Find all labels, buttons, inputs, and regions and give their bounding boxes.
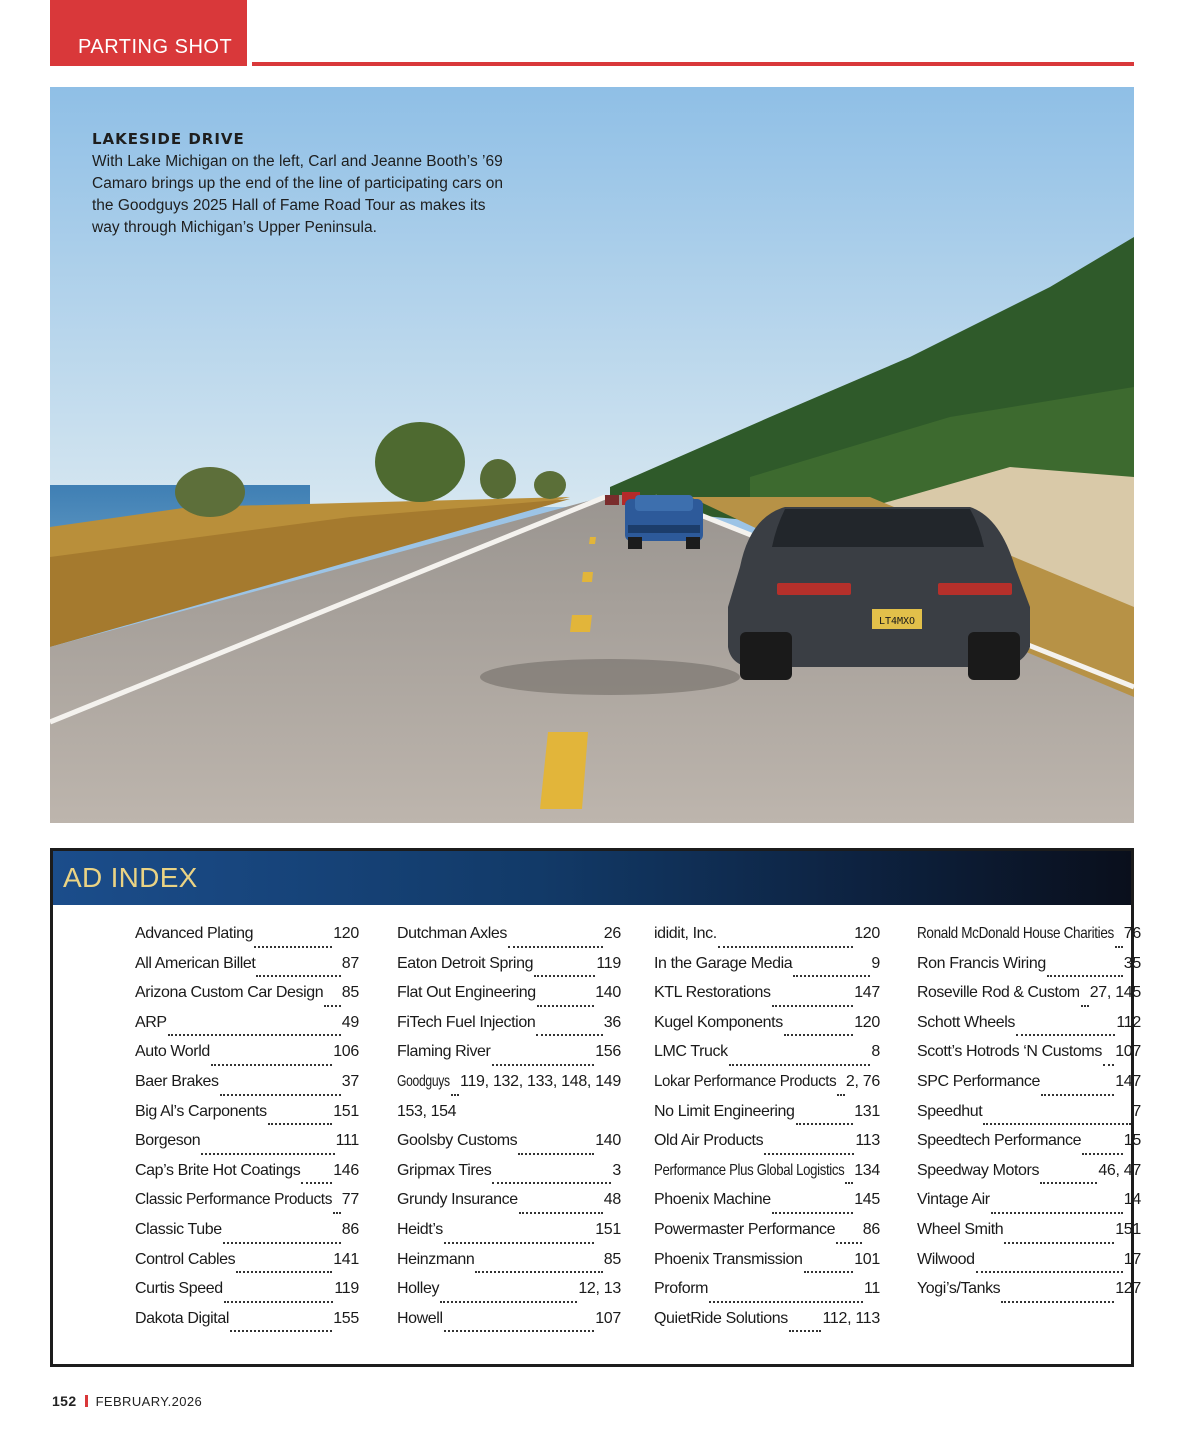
- ad-index-entry: [917, 1014, 1141, 1044]
- advertiser-page: 85: [341, 984, 359, 1002]
- ad-index-entry: [397, 1103, 621, 1133]
- dot-leader: [220, 1094, 341, 1096]
- advertiser-page: 17: [1123, 1250, 1141, 1268]
- advertiser-page: 127: [1115, 1280, 1141, 1298]
- dot-leader: [492, 1064, 595, 1066]
- advertiser-page: 49: [341, 1013, 359, 1031]
- advertiser-name: Speedway Motors: [917, 1161, 1040, 1179]
- advertiser-page: 101: [854, 1250, 880, 1268]
- advertiser-name: Holley: [397, 1280, 440, 1298]
- advertiser-name: Ronald McDonald House Charities: [917, 925, 1114, 942]
- advertiser-name: Flat Out Engineering: [397, 984, 536, 1002]
- advertiser-page: 86: [341, 1220, 359, 1238]
- advertiser-page: 151: [1115, 1220, 1141, 1238]
- ad-index-entry: [135, 984, 359, 1014]
- advertiser-name: 153, 154: [397, 1102, 457, 1120]
- lakeside-photo: [50, 87, 1134, 823]
- dot-leader: [772, 1212, 853, 1214]
- dot-leader: [1001, 1301, 1114, 1303]
- caption-body: [92, 151, 552, 239]
- advertiser-page: 113: [855, 1132, 880, 1150]
- dot-leader: [519, 1212, 603, 1214]
- taillight-left: [777, 583, 851, 595]
- advertiser-name: Arizona Custom Car Design: [135, 984, 324, 1002]
- ad-index-entry: [654, 1251, 880, 1281]
- ad-index-entry: [135, 1132, 359, 1162]
- dot-leader: [1040, 1182, 1097, 1184]
- ad-index-column-3: [654, 925, 880, 1339]
- ad-index-entry: [135, 1073, 359, 1103]
- ad-index-entry: [654, 1014, 880, 1044]
- ad-index-entry: [397, 925, 621, 955]
- dot-leader: [236, 1271, 332, 1273]
- header-rule: [252, 62, 1134, 66]
- license-plate-text: LT4MXO: [878, 616, 916, 627]
- advertiser-page: 112: [1116, 1013, 1141, 1031]
- advertiser-page: 134: [854, 1161, 880, 1179]
- ad-index-entry: [917, 1132, 1141, 1162]
- advertiser-name: Heinzmann: [397, 1250, 475, 1268]
- ad-index-entry: [135, 1014, 359, 1044]
- ad-index-entry: [135, 1191, 359, 1221]
- ad-index-entry: [917, 955, 1141, 985]
- advertiser-page: 85: [603, 1250, 621, 1268]
- dot-leader: [451, 1094, 459, 1096]
- ad-index-header: [53, 851, 1131, 905]
- advertiser-name: Speedhut: [917, 1102, 983, 1120]
- advertiser-page: 119, 132, 133, 148, 149: [460, 1072, 621, 1090]
- caption-line: the Goodguys 2025 Hall of Fame Road Tour as makes its: [92, 197, 486, 214]
- advertiser-page: 2, 76: [845, 1072, 880, 1090]
- ad-index-column-1: [135, 925, 359, 1339]
- dot-leader: [991, 1212, 1123, 1214]
- advertiser-page: 146: [333, 1161, 359, 1179]
- advertiser-page: 120: [854, 1013, 880, 1031]
- ad-index-entry: [654, 955, 880, 985]
- ad-index-entry: [654, 1073, 880, 1103]
- advertiser-page: 140: [595, 984, 621, 1002]
- advertiser-page: 77: [341, 1191, 359, 1209]
- tree: [375, 422, 465, 502]
- ad-index-entry: [135, 1221, 359, 1251]
- dot-leader: [1082, 1153, 1123, 1155]
- dot-leader: [1047, 975, 1123, 977]
- advertiser-page: 48: [603, 1191, 621, 1209]
- ad-index-entry: [917, 1191, 1141, 1221]
- ad-index-entry: [135, 1162, 359, 1192]
- advertiser-name: Kugel Komponents: [654, 1013, 783, 1031]
- dot-leader: [1041, 1094, 1114, 1096]
- advertiser-name: Borgeson: [135, 1132, 201, 1150]
- dot-leader: [983, 1123, 1131, 1125]
- ad-index-entry: [397, 1251, 621, 1281]
- advertiser-name: Heidt’s: [397, 1220, 443, 1238]
- ad-index-entry: [917, 1280, 1141, 1310]
- dot-leader: [444, 1242, 594, 1244]
- advertiser-page: 111: [335, 1132, 359, 1150]
- advertiser-name: Vintage Air: [917, 1191, 990, 1209]
- ad-index-entry: [397, 1014, 621, 1044]
- ad-index-entry: [397, 984, 621, 1014]
- ad-index-entry: [917, 1162, 1141, 1192]
- ad-index-entry: [397, 1191, 621, 1221]
- advertiser-page: 151: [333, 1102, 359, 1120]
- advertiser-page: 12, 13: [578, 1280, 621, 1298]
- ad-index-entry: [397, 1043, 621, 1073]
- ad-index-entry: [135, 955, 359, 985]
- advertiser-page: 26: [603, 925, 621, 942]
- ad-index-entry: [135, 1103, 359, 1133]
- advertiser-page: 106: [333, 1043, 359, 1061]
- advertiser-page: 145: [854, 1191, 880, 1209]
- advertiser-name: Phoenix Machine: [654, 1191, 771, 1209]
- dot-leader: [1103, 1064, 1114, 1066]
- dot-leader: [537, 1005, 594, 1007]
- ad-index-title: AD INDEX: [63, 862, 198, 893]
- advertiser-page: 87: [341, 954, 359, 972]
- dot-leader: [168, 1034, 341, 1036]
- ad-index-entry: [135, 1251, 359, 1281]
- advertiser-page: 156: [595, 1043, 621, 1061]
- advertiser-name: LMC Truck: [654, 1043, 728, 1061]
- advertiser-name: No Limit Engineering: [654, 1102, 795, 1120]
- photo-caption: [92, 130, 552, 239]
- advertiser-name: Control Cables: [135, 1250, 236, 1268]
- dot-leader: [230, 1330, 332, 1332]
- advertiser-page: 27, 145: [1089, 984, 1141, 1002]
- section-tab: [50, 0, 247, 66]
- tire-right: [968, 632, 1020, 680]
- advertiser-page: 86: [862, 1220, 880, 1238]
- dot-leader: [508, 946, 603, 948]
- advertiser-name: Goolsby Customs: [397, 1132, 518, 1150]
- ad-index-entry: [397, 1073, 621, 1103]
- caption-line: Camaro brings up the end of the line of participating cars on: [92, 175, 503, 192]
- advertiser-name: Phoenix Transmission: [654, 1250, 803, 1268]
- advertiser-page: 9: [871, 954, 880, 972]
- ad-index-entry: [397, 1221, 621, 1251]
- advertiser-page: 140: [595, 1132, 621, 1150]
- advertiser-name: Cap’s Brite Hot Coatings: [135, 1161, 301, 1179]
- advertiser-name: Lokar Performance Products: [654, 1072, 837, 1090]
- advertiser-name: Old Air Products: [654, 1132, 764, 1150]
- advertiser-page: 15: [1123, 1132, 1141, 1150]
- ad-index-entry: [917, 1043, 1141, 1073]
- ad-index-entry: [654, 1103, 880, 1133]
- dot-leader: [718, 946, 853, 948]
- tire-left: [740, 632, 792, 680]
- advertiser-name: Auto World: [135, 1043, 210, 1061]
- ad-index-entry: [397, 1310, 621, 1340]
- ad-index-column-2: [397, 925, 621, 1339]
- advertiser-page: 37: [341, 1072, 359, 1090]
- advertiser-page: 3: [612, 1161, 621, 1179]
- ad-index-entry: [654, 1280, 880, 1310]
- ad-index-entry: [654, 1191, 880, 1221]
- dot-leader: [1081, 1005, 1089, 1007]
- ad-index-entry: [917, 984, 1141, 1014]
- caption-line: way through Michigan’s Upper Peninsula.: [92, 219, 377, 236]
- advertiser-name: Classic Tube: [135, 1220, 222, 1238]
- dot-leader: [324, 1005, 340, 1007]
- advertiser-name: Eaton Detroit Spring: [397, 954, 534, 972]
- advertiser-name: Goodguys: [397, 1072, 450, 1090]
- advertiser-name: SPC Performance: [917, 1072, 1040, 1090]
- ad-index-entry: [135, 925, 359, 955]
- advertiser-page: 7: [1132, 1102, 1141, 1120]
- section-label: PARTING SHOT: [78, 36, 233, 58]
- dot-leader: [804, 1271, 854, 1273]
- page-number: 152: [52, 1393, 77, 1409]
- ad-index-entry: [654, 984, 880, 1014]
- advertiser-name: FiTech Fuel Injection: [397, 1013, 536, 1031]
- dot-leader: [784, 1034, 853, 1036]
- dot-leader: [518, 1153, 594, 1155]
- dot-leader: [772, 1005, 854, 1007]
- advertiser-name: In the Garage Media: [654, 954, 793, 972]
- dot-leader: [444, 1330, 595, 1332]
- advertiser-name: Proform: [654, 1280, 709, 1298]
- caption-title: LAKESIDE DRIVE: [92, 130, 245, 148]
- advertiser-page: 147: [854, 984, 880, 1002]
- ad-index: [50, 848, 1141, 1367]
- dot-leader: [534, 975, 595, 977]
- tree: [175, 467, 245, 517]
- advertiser-name: Speedtech Performance: [917, 1132, 1082, 1150]
- advertiser-page: 112, 113: [822, 1309, 880, 1327]
- advertiser-name: Scott’s Hotrods ‘N Customs: [917, 1043, 1102, 1061]
- dot-leader: [224, 1301, 334, 1303]
- advertiser-name: QuietRide Solutions: [654, 1309, 788, 1327]
- footer-separator: [85, 1395, 88, 1407]
- advertiser-name: Gripmax Tires: [397, 1161, 492, 1179]
- advertiser-name: Wheel Smith: [917, 1220, 1004, 1238]
- dot-leader: [837, 1094, 845, 1096]
- ad-index-entry: [917, 925, 1141, 955]
- dot-leader: [796, 1123, 854, 1125]
- dot-leader: [836, 1242, 862, 1244]
- caption-line: With Lake Michigan on the left, Carl and Jeanne Booth’s ’69: [92, 153, 503, 170]
- advertiser-name: Wilwood: [917, 1250, 975, 1268]
- advertiser-name: Flaming River: [397, 1043, 491, 1061]
- advertiser-name: Classic Performance Products: [135, 1191, 333, 1209]
- dot-leader: [1004, 1242, 1114, 1244]
- advertiser-name: ARP: [135, 1013, 167, 1031]
- advertiser-page: 155: [333, 1309, 359, 1327]
- ad-index-entry: [397, 1280, 621, 1310]
- ad-index-entry: [654, 1310, 880, 1340]
- center-dash: [540, 732, 588, 809]
- advertiser-page: 151: [595, 1220, 621, 1238]
- advertiser-name: Dutchman Axles: [397, 925, 508, 942]
- advertiser-name: Dakota Digital: [135, 1309, 230, 1327]
- advertiser-name: Curtis Speed: [135, 1280, 223, 1298]
- advertiser-name: Grundy Insurance: [397, 1191, 518, 1209]
- advertiser-page: 46, 47: [1098, 1161, 1141, 1179]
- dot-leader: [268, 1123, 332, 1125]
- advertiser-name: Yogi’s/Tanks: [917, 1280, 1001, 1298]
- dot-leader: [211, 1064, 332, 1066]
- advertiser-page: 120: [854, 925, 880, 942]
- dot-leader: [223, 1242, 341, 1244]
- advertiser-page: 107: [595, 1309, 621, 1327]
- advertiser-page: 131: [854, 1102, 880, 1120]
- advertiser-name: Performance Plus Global Logistics: [654, 1161, 845, 1179]
- ad-index-entry: [654, 1043, 880, 1073]
- advertiser-name: Big Al’s Carponents: [135, 1102, 267, 1120]
- ad-index-entry: [397, 955, 621, 985]
- advertiser-page: 14: [1123, 1191, 1141, 1209]
- dot-leader: [1115, 946, 1123, 948]
- advertiser-page: 141: [333, 1250, 359, 1268]
- ad-index-body: [108, 905, 1141, 1365]
- dot-leader: [536, 1034, 602, 1036]
- ad-index-column-4: [917, 925, 1141, 1310]
- ad-index-entry: [135, 1280, 359, 1310]
- advertiser-name: All American Billet: [135, 954, 256, 972]
- dot-leader: [201, 1153, 334, 1155]
- ad-index-entry: [397, 1132, 621, 1162]
- dot-leader: [301, 1182, 332, 1184]
- advertiser-name: KTL Restorations: [654, 984, 771, 1002]
- advertiser-page: 11: [863, 1280, 880, 1298]
- dot-leader: [254, 946, 332, 948]
- advertiser-name: ididit, Inc.: [654, 925, 717, 942]
- dot-leader: [475, 1271, 602, 1273]
- advertiser-page: 147: [1115, 1072, 1141, 1090]
- advertiser-page: 119: [596, 954, 621, 972]
- ad-index-entry: [917, 1073, 1141, 1103]
- dot-leader: [793, 975, 870, 977]
- advertiser-name: Howell: [397, 1309, 443, 1327]
- advertiser-name: Baer Brakes: [135, 1072, 219, 1090]
- dot-leader: [1016, 1034, 1115, 1036]
- dot-leader: [976, 1271, 1123, 1273]
- ad-index-entry: [654, 1162, 880, 1192]
- taillight-right: [938, 583, 1012, 595]
- dot-leader: [256, 975, 340, 977]
- issue-date: FEBRUARY.2026: [95, 1393, 203, 1409]
- ad-index-entry: [917, 1251, 1141, 1281]
- ad-index-entry: [135, 1310, 359, 1340]
- advertiser-page: 35: [1123, 954, 1141, 972]
- dot-leader: [845, 1182, 853, 1184]
- ad-index-entry: [654, 925, 880, 955]
- advertiser-name: Advanced Plating: [135, 925, 254, 942]
- advertiser-page: 107: [1115, 1043, 1141, 1061]
- dot-leader: [789, 1330, 822, 1332]
- ad-index-entry: [654, 1221, 880, 1251]
- ad-index-entry: [397, 1162, 621, 1192]
- advertiser-page: 8: [871, 1043, 880, 1061]
- dot-leader: [492, 1182, 611, 1184]
- ad-index-entry: [135, 1043, 359, 1073]
- dot-leader: [729, 1064, 871, 1066]
- advertiser-page: 120: [333, 925, 359, 942]
- dot-leader: [709, 1301, 863, 1303]
- advertiser-name: Schott Wheels: [917, 1013, 1015, 1031]
- advertiser-name: Ron Francis Wiring: [917, 954, 1046, 972]
- dot-leader: [333, 1212, 341, 1214]
- ad-index-entry: [917, 1221, 1141, 1251]
- dot-leader: [440, 1301, 577, 1303]
- advertiser-name: Powermaster Performance: [654, 1220, 836, 1238]
- ad-index-entry: [917, 1103, 1141, 1133]
- advertiser-page: 76: [1123, 925, 1141, 942]
- dot-leader: [764, 1153, 854, 1155]
- ad-index-entry: [654, 1132, 880, 1162]
- advertiser-name: Roseville Rod & Custom: [917, 984, 1080, 1002]
- page-footer: [52, 1393, 202, 1409]
- advertiser-page: 119: [334, 1280, 359, 1298]
- advertiser-page: 36: [603, 1013, 621, 1031]
